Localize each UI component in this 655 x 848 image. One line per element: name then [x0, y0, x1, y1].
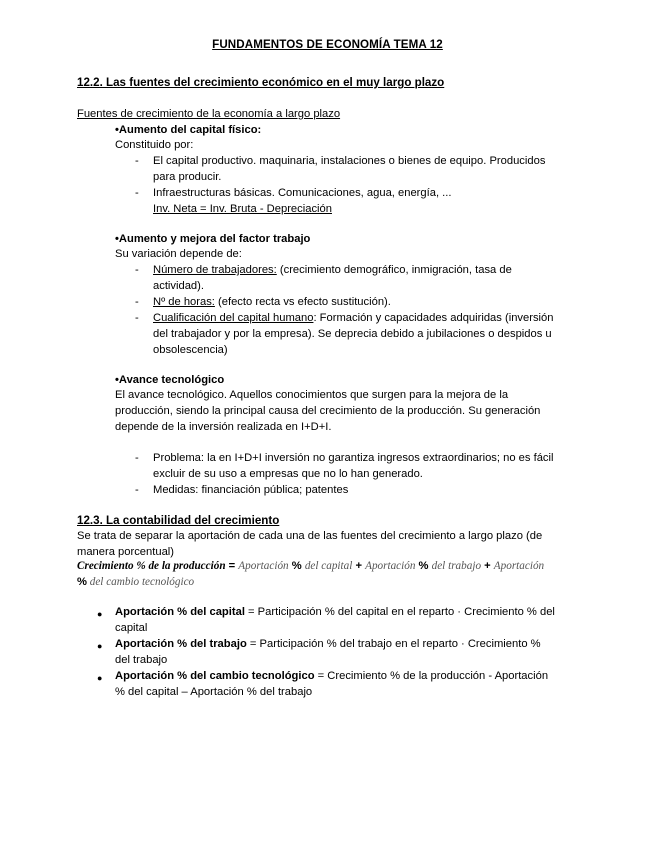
tecnologico-problem-line2: excluir de su uso a empresas que no lo han generado. — [153, 468, 423, 480]
bullet-capital-text: = Participación % del capital en el reparto · Crecimiento % del — [244, 606, 555, 618]
trabajo-item2-text: (efecto recta vs efecto sustitución). — [214, 296, 391, 308]
trabajo-intro: Su variación depende de: — [115, 248, 242, 260]
page-title: FUNDAMENTOS DE ECONOMÍA TEMA 12 — [212, 38, 443, 51]
trabajo-item3 — [153, 312, 553, 324]
tecnologico-problem-line1: Problema: la en I+D+I inversión no garantiza ingresos extraordinarios; no es fácil — [153, 452, 554, 464]
tecnologico-heading: •Avance tecnológico — [115, 374, 225, 386]
section-heading-12-3: 12.3. La contabilidad del crecimiento — [77, 514, 280, 527]
tecnologico-line2: producción, siendo la principal causa del crecimiento de la producción. Su generación — [115, 405, 541, 417]
dash-icon: - — [135, 484, 139, 496]
capital-intro: Constituido por: — [115, 139, 194, 151]
bullet-trabajo-line2: del trabajo — [115, 654, 168, 666]
dash-icon: - — [135, 296, 139, 308]
capital-item2: Infraestructuras básicas. Comunicaciones, agua, energía, ... — [153, 187, 452, 199]
bullet-tecnologico-line2: % del capital – Aportación % del trabajo — [115, 686, 313, 698]
bullet-icon: ● — [97, 641, 103, 651]
trabajo-item2 — [153, 296, 391, 308]
bullet-capital-label: Aportación % del capital — [115, 606, 245, 618]
formula-t3: Aportación — [493, 560, 545, 572]
formula-line2-text: del cambio tecnológico — [86, 576, 195, 588]
trabajo-item1-text: (crecimiento demográfico, inmigración, tasa de — [276, 264, 512, 276]
trabajo-item1 — [153, 264, 512, 276]
dash-icon: - — [135, 155, 139, 167]
bullet-tecnologico-label: Aportación % del cambio tecnológico — [115, 670, 315, 682]
capital-formula: Inv. Neta = Inv. Bruta - Depreciación — [153, 203, 332, 215]
bullet-trabajo-label: Aportación % del trabajo — [115, 638, 247, 650]
section2-intro-line2: manera porcentual) — [77, 546, 175, 558]
dash-icon: - — [135, 264, 139, 276]
formula-t1b: del capital — [304, 560, 353, 572]
bullet-capital-line2: capital — [115, 622, 148, 634]
section-heading-12-2: 12.2. Las fuentes del crecimiento económico en el muy largo plazo — [77, 76, 445, 89]
dash-icon: - — [135, 312, 139, 324]
tecnologico-measures: Medidas: financiación pública; patentes — [153, 484, 349, 496]
section2-intro-line1: Se trata de separar la aportación de cada una de las fuentes del crecimiento a largo plazo (de — [77, 530, 543, 542]
trabajo-item1-line2: actividad). — [153, 280, 204, 292]
bullet-capital — [115, 606, 555, 618]
bullet-icon: ● — [97, 673, 103, 683]
growth-formula-line2 — [77, 576, 194, 588]
trabajo-item3-label: Cualificación del capital humano — [153, 312, 314, 324]
formula-t2: Aportación — [365, 560, 416, 572]
formula-lhs: Crecimiento % de la producción — [77, 560, 226, 572]
capital-heading: •Aumento del capital físico: — [115, 124, 262, 136]
formula-pct: % — [288, 560, 305, 572]
trabajo-item3-text: : Formación y capacidades adquiridas (inversión — [313, 312, 554, 324]
formula-plus: + — [352, 560, 366, 572]
capital-item1-line1: El capital productivo. maquinaria, instalaciones o bienes de equipo. Producidos — [153, 155, 546, 167]
formula-line2-pct: % — [77, 576, 87, 588]
bullet-trabajo — [115, 638, 541, 650]
formula-t2b: del trabajo — [431, 560, 482, 572]
tecnologico-line3: depende de la inversión realizada en I+D+I. — [115, 421, 332, 433]
trabajo-item3-line2: del trabajador y por la empresa). Se deprecia debido a jubilaciones o despidos u — [153, 328, 552, 340]
bullet-icon: ● — [97, 609, 103, 619]
formula-eq: = — [225, 560, 239, 572]
growth-formula-line1 — [77, 560, 544, 572]
bullet-tecnologico-text: = Crecimiento % de la producción - Aportación — [314, 670, 549, 682]
capital-item1-line2: para producir. — [153, 171, 222, 183]
bullet-tecnologico — [115, 670, 548, 682]
trabajo-item3-line3: obsolescencia) — [153, 344, 228, 356]
formula-plus: + — [481, 560, 494, 572]
formula-pct: % — [415, 560, 432, 572]
formula-t1: Aportación — [238, 560, 289, 572]
subheading-sources: Fuentes de crecimiento de la economía a largo plazo — [77, 108, 341, 120]
trabajo-item2-label: Nº de horas: — [153, 296, 215, 308]
trabajo-heading: •Aumento y mejora del factor trabajo — [115, 233, 311, 245]
dash-icon: - — [135, 452, 139, 464]
dash-icon: - — [135, 187, 139, 199]
trabajo-item1-label: Número de trabajadores: — [153, 264, 277, 276]
bullet-trabajo-text: = Participación % del trabajo en el reparto · Crecimiento % — [246, 638, 541, 650]
tecnologico-line1: El avance tecnológico. Aquellos conocimientos que surgen para la mejora de la — [115, 389, 509, 401]
